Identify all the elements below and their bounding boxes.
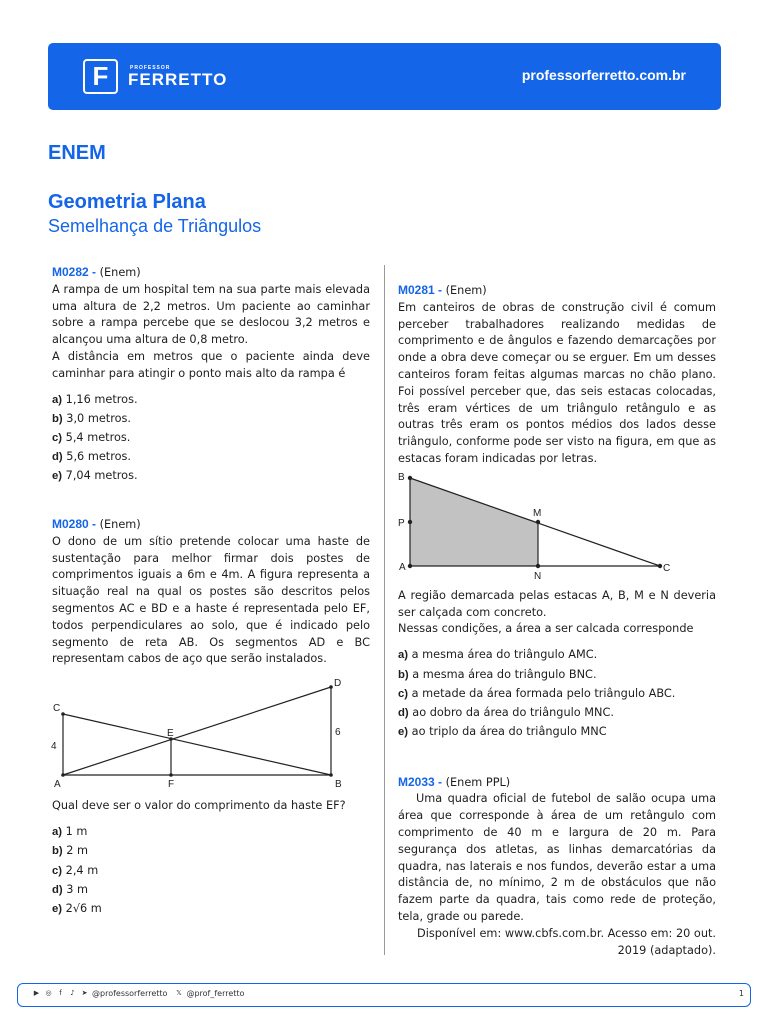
point-b [408,476,412,480]
label-a: A [399,561,406,573]
question-m0281 [398,282,716,741]
label-m: M [533,507,542,519]
social-links [32,989,244,998]
label-length-6: 6 [335,727,341,739]
question-text: Em canteiros de obras de construção civil é comum perceber trabalhadores realizando medidas de comprimento e de ângulos e fazendo demarcações por onde a obra deve começar ou se erguer. Em um desses canteiros foram feitas algumas marcas no chão plano. Foi possível perceber que, das seis estacas colocadas, três eram vértices de um triângulo retângulo e as outras três eram os pontos médios dos lados desse triângulo, conforme pode ser visto na figura, em que as estacas foram indicadas por letras. [398,300,716,465]
left-column [52,264,370,917]
point-c [658,564,662,568]
citation: Disponível em: www.cbfs.com.br. Acesso em: 20 out. 2019 (adaptado). [417,926,716,957]
question-m0282 [52,264,370,485]
handle-professorferretto[interactable]: @professorferretto [92,989,168,998]
question-text: Uma quadra oficial de futebol de salão ocupa uma área que corresponde à área de um retângulo com comprimento de 40 m e largura de 20 m. Para segurança dos atletas, as linhas demarcatórias da quadra, nas laterais e nos fundos, deverão estar a uma distância de, no mínimo, 2 m de obstáculos que não fazem parte da quadra, tais como rede de proteção, tela, grade ou parede. [398,792,716,923]
question-source: (Enem PPL) [445,775,511,789]
option-e[interactable]: e) ao triplo da área do triângulo MNC [398,724,607,738]
page-subtitle: Semelhança de Triângulos [48,216,262,236]
option-d[interactable]: d) 5,6 metros. [52,450,131,464]
tiktok-icon[interactable]: ♪ [70,989,75,997]
youtube-icon[interactable]: ▶ [33,989,40,997]
label-a: A [54,779,61,791]
label-c: C [663,562,671,574]
posts-figure [48,674,358,790]
x-icon[interactable]: 𝕏 [176,989,182,997]
point-p [408,520,412,524]
label-b: B [335,779,342,791]
question-prompt: A distância em metros que o paciente ainda deve caminhar para atingir o ponto mais alto da rampa é [52,349,370,380]
option-b[interactable]: b) 3,0 metros. [52,411,131,425]
site-url[interactable]: professorferretto.com.br [521,67,686,83]
label-d: D [334,678,342,690]
point-d [329,685,333,689]
label-b: B [398,471,405,483]
question-id: M0281 - [398,283,443,297]
triangle-figure [398,470,708,582]
header-banner [48,43,721,110]
label-length-4: 4 [51,741,57,753]
option-e[interactable]: e) 2√6 m [52,901,102,915]
question-id: M0280 - [52,517,97,532]
point-n [536,564,540,568]
footer-bar [17,983,751,1007]
label-f: F [168,779,175,791]
option-a[interactable]: a) a mesma área do triângulo AMC. [398,648,598,662]
label-e: E [167,728,174,740]
option-c[interactable]: c) a metade da área formada pelo triângulo ABC. [398,686,676,700]
exam-heading: ENEM [48,142,106,164]
logo-small-text: PROFESSOR [130,65,171,71]
question-source: (Enem) [99,266,141,279]
question-prompt: Qual deve ser o valor do comprimento da haste EF? [52,799,346,813]
right-column [398,282,716,959]
option-a[interactable]: a) 1 m [52,825,88,839]
logo-letter: F [92,61,109,91]
point-m [536,520,540,524]
question-text: A rampa de um hospital tem na sua parte mais elevada uma altura de 2,2 metros. Um paciente ao caminhar sobre a rampa percebe que se deslocou 3,2 metros e alcançou uma altura de 0,8 metro. [52,282,370,347]
question-text-2: A região demarcada pelas estacas A, B, M e N deveria ser calçada com concreto. [398,588,716,619]
handle-prof-ferretto[interactable]: @prof_ferretto [186,989,245,998]
label-p: P [398,517,405,529]
shaded-region-abmn [410,478,538,566]
label-n: N [534,570,542,582]
question-source: (Enem) [445,284,487,297]
cable-bc [63,714,331,775]
logo-name: FERRETTO [128,70,228,89]
point-b [329,773,333,777]
facebook-icon[interactable]: f [59,989,62,997]
page-number: 1 [738,989,744,998]
question-prompt: Nessas condições, a área a ser calcada corresponde [398,622,694,636]
question-id: M2033 - [398,774,443,789]
point-f [169,773,173,777]
telegram-icon[interactable]: ➤ [81,989,88,997]
question-text: O dono de um sítio pretende colocar uma haste de sustentação para melhor firmar dois postes de comprimentos iguais a 6m e 4m. A figura representa a situação real na qual os postes são descritos pelos segmentos AC e BD e a haste é representada pelo EF, todos perpendiculares ao solo, que é indicado pelo segmento de reta AB. Os segmentos AD e BC representam cabos de aço que serão instalados. [52,534,370,666]
instagram-icon[interactable]: ◎ [45,989,52,997]
point-c [61,712,65,716]
question-id: M0282 - [52,265,97,279]
question-m0280 [52,516,370,917]
point-a [61,773,65,777]
question-source: (Enem) [99,518,141,532]
option-c[interactable]: c) 5,4 metros. [52,431,131,445]
option-b[interactable]: b) a mesma área do triângulo BNC. [398,667,597,681]
option-b[interactable]: b) 2 m [52,844,89,858]
page-title: Geometria Plana [48,191,206,213]
option-a[interactable]: a) 1,16 metros. [52,392,138,406]
question-m2033 [398,774,716,960]
option-d[interactable]: d) 3 m [52,882,89,896]
column-divider [384,265,385,955]
option-c[interactable]: c) 2,4 m [52,863,99,877]
logo-icon [83,59,118,94]
cable-ad [63,687,331,775]
point-a [408,564,412,568]
label-c: C [53,703,61,715]
option-d[interactable]: d) ao dobro da área do triângulo MNC. [398,705,614,719]
option-e[interactable]: e) 7,04 metros. [52,469,138,483]
